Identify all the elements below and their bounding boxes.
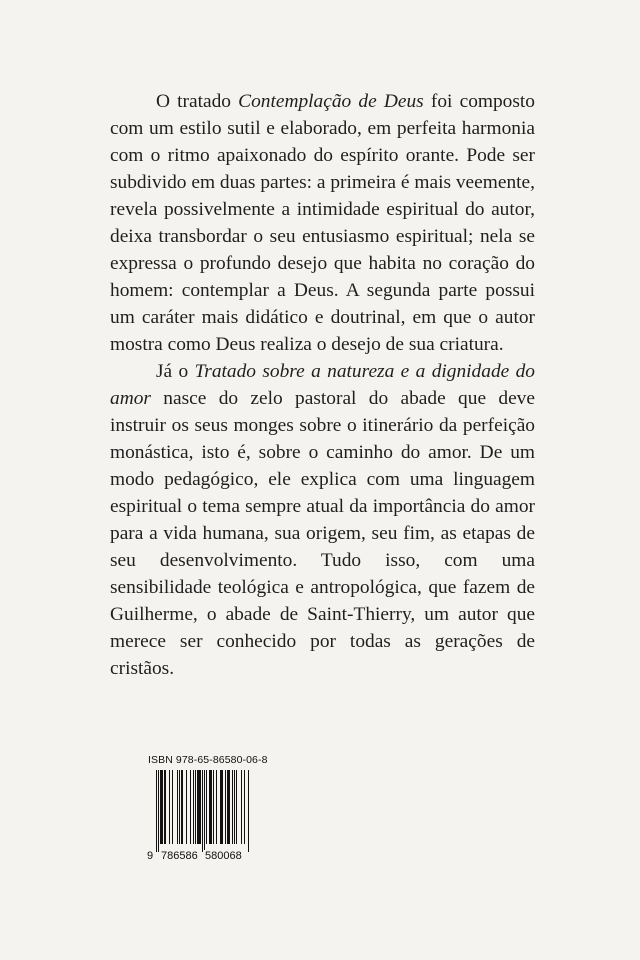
barcode-bar [172,770,173,844]
blurb-p1-text-a: O tratado [156,91,239,112]
barcode-bar [210,770,211,844]
isbn-label: ISBN 978-65-86580-06-8 [148,754,268,766]
barcode-bar [186,770,187,844]
barcode-bar [206,770,207,844]
blurb-p2-text-b: nasce do zelo pastoral do abade que deve instruir os seus monges sobre o itinerário da perfeição monástica, isto é, sobre o caminho do amor. De um modo pedagógico, ele explica com uma linguagem espiritual o tema sempre atual da importância do amor para a vida humana, sua origem, seu fim, as etapas de seu desenvolvimento. Tudo isso, com uma sensibilidade teológica e antropológica, que fazem de Guilherme, o abade de Saint-Thierry, um autor que merece ser conhecido por todas as gerações de cristãos. [110,388,535,679]
barcode-bar [213,770,214,844]
barcode-bar [165,770,166,844]
barcode-image [146,770,250,854]
barcode-digit-lead: 9 [147,850,154,862]
blurb-p2-title: Tratado sobre a natureza e a dignidade do amor [110,361,535,409]
barcode-bar [234,770,235,844]
barcode-bar [177,770,178,844]
blurb-p1-title: Contemplação de Deus [238,91,424,112]
barcode-bar [161,770,162,844]
barcode-bar [236,770,237,844]
barcode-bar [197,770,198,844]
barcode-digits-right: 580068 [205,850,242,862]
barcode-bar [158,770,159,852]
barcode-bar [220,770,221,844]
barcode-bar [193,770,194,844]
barcode-bar [200,770,201,844]
blurb-p1-text-b: foi composto com um estilo sutil e elaborado, em perfeita harmonia com o ritmo apaixonado do espírito orante. Pode ser subdivido em duas partes: a primeira é mais veemente, revela possivelmente a intimidade espiritual do autor, deixa transbordar o seu entusiasmo espiritual; nela se expressa o profundo desejo que habita no coração do homem: contemplar a Deus. A segunda parte possui um caráter mais didático e doutrinal, em que o autor mostra como Deus realiza o desejo de sua criatura. [110,91,535,355]
barcode-bar [232,770,233,844]
barcode-bar [248,770,249,852]
barcode-bar [162,770,163,844]
barcode-digits [146,850,250,864]
barcode-digits-left: 786586 [161,850,198,862]
barcode-bar [229,770,230,844]
barcode-bar [202,770,203,852]
barcode-bar [169,770,170,844]
barcode-bar [211,770,212,844]
barcode-bar [209,770,210,844]
barcode-bar [241,770,242,844]
barcode-bar [228,770,229,844]
barcode-bar [164,770,165,844]
barcode-bar [156,770,157,852]
barcode-bar [179,770,180,844]
barcode-bar [204,770,205,852]
barcode-bar [182,770,183,844]
barcode-bar [221,770,222,844]
barcode-bar [227,770,228,844]
barcode-bar [160,770,161,844]
blurb-paragraph-1 [110,88,535,358]
barcode-bar [195,770,196,844]
barcode-bar [216,770,217,844]
barcode-bar [244,770,245,844]
blurb-p2-text-a: Já o [156,361,195,382]
back-cover-blurb [110,88,535,682]
isbn-barcode-block [146,754,268,864]
barcode-bar [225,770,226,844]
barcode-bar [190,770,191,844]
barcode-bar [199,770,200,844]
blurb-paragraph-2 [110,358,535,682]
barcode-bar [198,770,199,844]
barcode-bar [222,770,223,844]
barcode-bar [181,770,182,844]
